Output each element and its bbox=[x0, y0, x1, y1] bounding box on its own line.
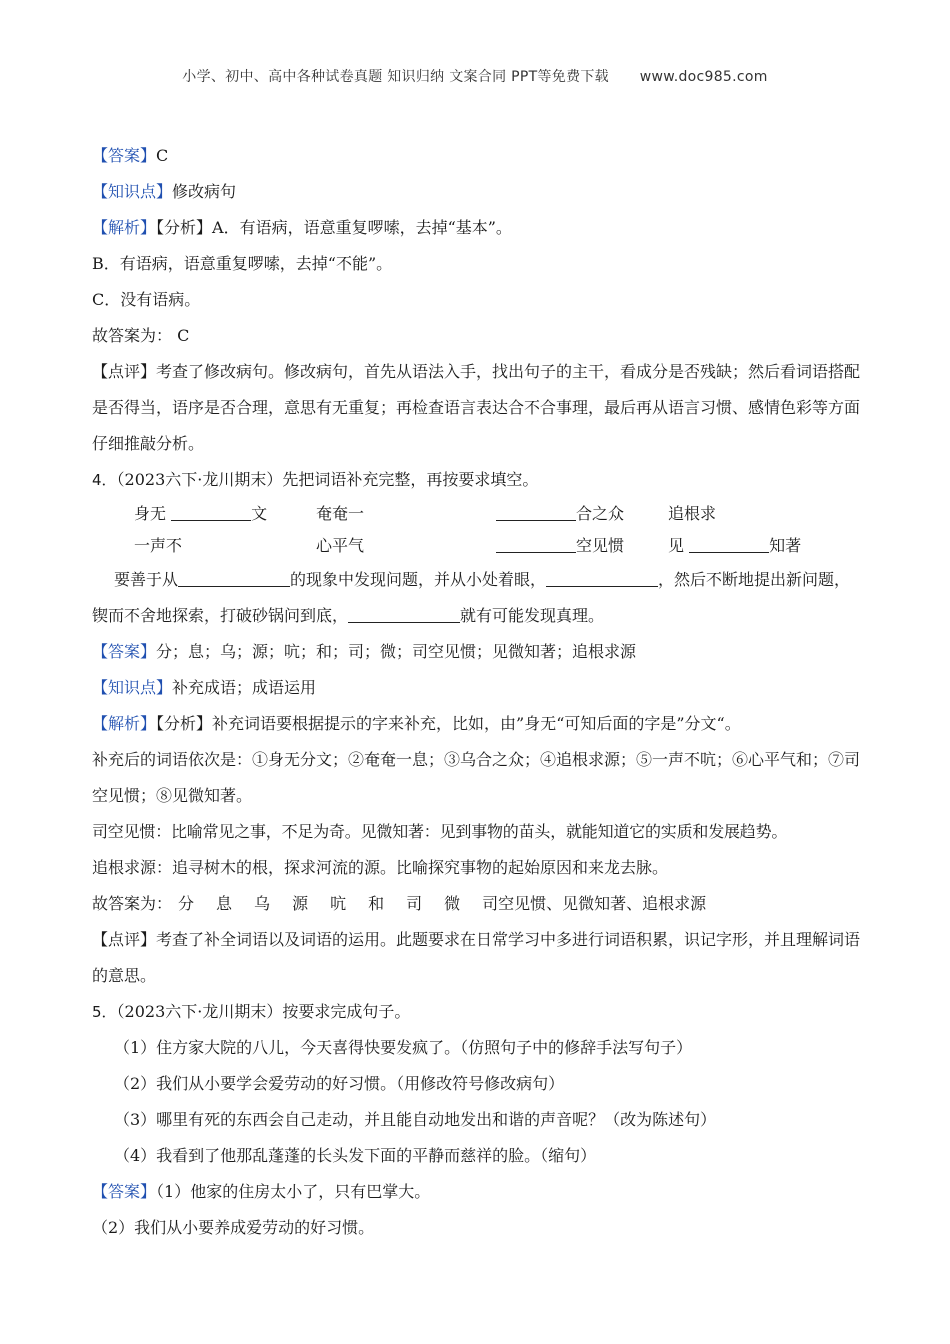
q4-analysis-line2: 补充后的词语依次是：①身无分文；②奄奄一息；③乌合之众；④追根求源；⑤一声不吭；⑥心平气和；⑦司空见惯；⑧见微知著。 bbox=[92, 750, 861, 805]
blank-field[interactable] bbox=[348, 604, 460, 623]
q5-stem-text: 按要求完成句子。 bbox=[282, 1002, 411, 1021]
q3-answer-value: C bbox=[156, 146, 169, 165]
blank-field[interactable] bbox=[496, 534, 576, 553]
q3-answer bbox=[92, 138, 862, 174]
q4-item-8: 见 知著 bbox=[668, 536, 802, 555]
q3-analysis-line3: C．没有语病。 bbox=[92, 290, 201, 309]
q4-item-6: 心平气 bbox=[316, 536, 365, 555]
q3-knowledge bbox=[92, 174, 862, 210]
q3-comment-text: 考查了修改病句。修改病句，首先从语法入手，找出句子的主干，看成分是否残缺；然后看词语搭配是否得当，语序是否合理，意思有无重复；再检查语言表达合不合事理，最后再从语言习惯、感情色彩等方面仔细推敲分析。 bbox=[92, 362, 861, 453]
blank-field[interactable] bbox=[546, 568, 658, 587]
q4-analysis-line4: 追根求源：追寻树木的根，探求河流的源。比喻探究事物的起始原因和来龙去脉。 bbox=[92, 858, 669, 877]
q4-conclusion: 故答案为： 分 息 乌 源 吭 和 司 微 司空见惯、见微知著、追根求源 bbox=[92, 894, 707, 913]
blank-field[interactable] bbox=[171, 502, 251, 521]
q4-item-2: 奄奄一 bbox=[316, 504, 365, 523]
knowledge-tag: 【知识点】 bbox=[92, 678, 173, 697]
header-text: 小学、初中、高中各种试卷真题 知识归纳 文案合同 PPT等免费下载 bbox=[182, 69, 609, 85]
q4-item-4: 追根求 bbox=[668, 504, 717, 523]
q4-knowledge bbox=[92, 670, 862, 706]
q4-item-3: 合之众 bbox=[496, 498, 624, 530]
knowledge-tag: 【知识点】 bbox=[92, 182, 173, 201]
blank-field[interactable] bbox=[689, 534, 769, 553]
comment-tag: 【点评】 bbox=[92, 362, 157, 381]
q4-stem bbox=[92, 462, 862, 498]
q5-source: （2023六下·龙川期末） bbox=[116, 1002, 283, 1021]
q3-comment bbox=[92, 354, 862, 462]
analysis-tag: 【解析】 bbox=[92, 714, 157, 733]
answer-tag: 【答案】 bbox=[92, 1182, 157, 1201]
q5-item: （2）我们从小要学会爱劳动的好习惯。（用修改符号修改病句） bbox=[114, 1074, 565, 1093]
q4-item-1: 身无 文 bbox=[134, 504, 268, 523]
header-site: www.doc985.com bbox=[639, 69, 768, 85]
q5-number: 5． bbox=[92, 1003, 117, 1021]
q5-stem bbox=[92, 994, 862, 1030]
q4-comment bbox=[92, 922, 862, 994]
blank-field[interactable] bbox=[178, 568, 290, 587]
q4-knowledge-value: 补充成语；成语运用 bbox=[172, 678, 317, 697]
q4-fill-row-2 bbox=[92, 530, 862, 562]
q4-passage: 要善于从 的现象中发现问题，并从小处着眼， ，然后不断地提出新问题，锲而不舍地探索，打破砂锅问到底， 就有可能发现真理。 bbox=[92, 570, 851, 625]
q3-analysis bbox=[92, 210, 862, 246]
document-body bbox=[92, 138, 862, 1246]
q4-analysis-line3: 司空见惯：比喻常见之事，不足为奇。见微知著：见到事物的苗头，就能知道它的实质和发展趋势。 bbox=[92, 822, 788, 841]
q5-answer-2: （2）我们从小要养成爱劳动的好习惯。 bbox=[92, 1218, 375, 1237]
q3-analysis-line2: B．有语病，语意重复啰嗦，去掉“不能”。 bbox=[92, 254, 393, 273]
analysis-tag: 【解析】 bbox=[92, 218, 157, 237]
q3-knowledge-value: 修改病句 bbox=[172, 182, 237, 201]
q4-answer-value: 分；息；乌；源；吭；和；司；微；司空见惯；见微知著；追根求源 bbox=[156, 642, 637, 661]
q5-item: （1）住方家大院的八儿，今天喜得快要发疯了。（仿照句子中的修辞手法写句子） bbox=[114, 1038, 693, 1057]
q4-item-7: 空见惯 bbox=[496, 530, 624, 562]
q4-answer bbox=[92, 634, 862, 670]
q5-item: （3）哪里有死的东西会自己走动，并且能自动地发出和谐的声音呢？（改为陈述句） bbox=[114, 1110, 717, 1129]
q4-analysis-line1: 【分析】补充词语要根据提示的字来补充，比如，由”身无“可知后面的字是”分文“。 bbox=[156, 714, 741, 733]
q4-fill-row-1 bbox=[92, 498, 862, 530]
answer-tag: 【答案】 bbox=[92, 146, 157, 165]
page-header bbox=[0, 66, 950, 86]
blank-field[interactable] bbox=[496, 502, 576, 521]
q3-conclusion: 故答案为： C bbox=[92, 326, 190, 345]
q5-answer-1: （1）他家的住房太小了，只有巴掌大。 bbox=[156, 1182, 431, 1201]
q4-source: （2023六下·龙川期末） bbox=[116, 470, 283, 489]
q3-analysis-line1: 【分析】A．有语病，语意重复啰嗦，去掉“基本”。 bbox=[156, 218, 512, 237]
q5-answer bbox=[92, 1174, 862, 1210]
q5-item: （4）我看到了他那乱蓬蓬的长头发下面的平静而慈祥的脸。（缩句） bbox=[114, 1146, 597, 1165]
q4-analysis bbox=[92, 706, 862, 742]
q4-stem-text: 先把词语补充完整，再按要求填空。 bbox=[282, 470, 539, 489]
comment-tag: 【点评】 bbox=[92, 930, 157, 949]
q4-item-5: 一声不 bbox=[134, 536, 183, 555]
answer-tag: 【答案】 bbox=[92, 642, 157, 661]
q4-number: 4． bbox=[92, 471, 117, 489]
q4-comment-text: 考查了补全词语以及词语的运用。此题要求在日常学习中多进行词语积累，识记字形，并且理解词语的意思。 bbox=[92, 930, 861, 985]
